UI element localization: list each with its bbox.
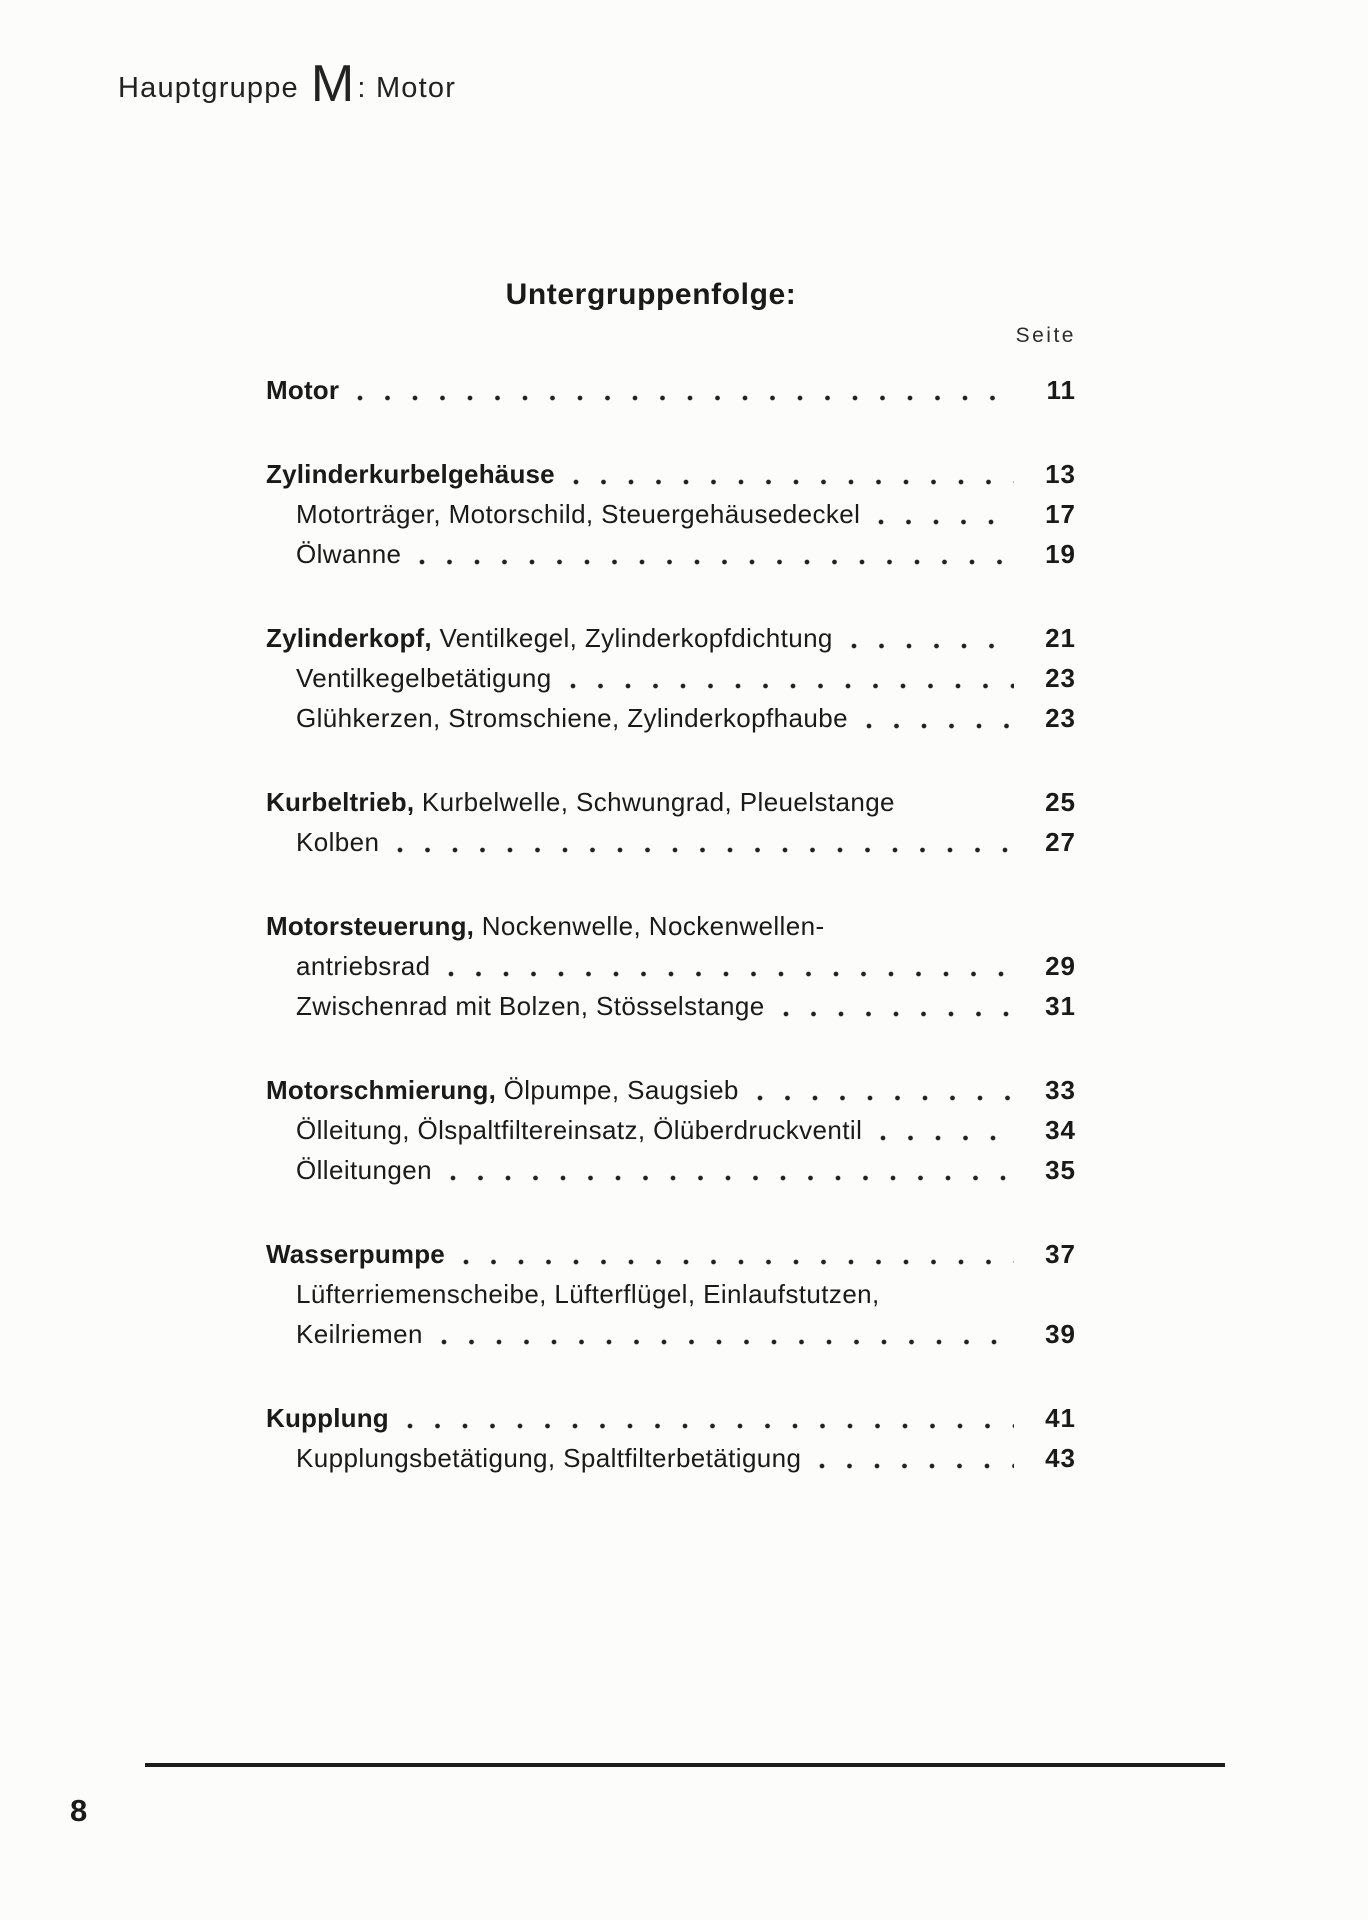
toc-entry-text: Ölpumpe, Saugsieb (496, 1075, 739, 1105)
group-letter: M (310, 55, 356, 113)
dot-leader (463, 1234, 1014, 1274)
toc-entry-text: Kolben (296, 827, 380, 857)
toc-entry-keyword: Kupplung (266, 1403, 389, 1433)
toc-page-number: 27 (1045, 827, 1076, 857)
toc-entry-keyword: Motor (266, 375, 340, 405)
toc-entry-text: Ölleitung, Ölspaltfiltereinsatz, Ölüberdruckventil (296, 1115, 863, 1145)
dot-leader (843, 906, 1014, 946)
toc-entry-title (296, 1314, 423, 1354)
footer-rule (145, 1763, 1225, 1767)
toc-entry-title (266, 782, 895, 822)
toc-entry-title (266, 1070, 739, 1110)
toc-group (266, 906, 1076, 1026)
toc-entry (266, 1314, 1076, 1354)
toc-entry-title (296, 494, 860, 534)
toc-entry-text: Zwischenrad mit Bolzen, Stösselstange (296, 991, 765, 1021)
toc-page-number: 17 (1045, 499, 1076, 529)
toc-entry-title (266, 1398, 389, 1438)
toc-entry (266, 1150, 1076, 1190)
toc-page-number: 33 (1045, 1075, 1076, 1105)
dot-leader (866, 698, 1014, 738)
running-head-title: Motor (375, 71, 457, 104)
toc-page-number: 13 (1045, 459, 1076, 489)
toc-entry (266, 658, 1076, 698)
toc-entry-title (296, 534, 401, 574)
dot-leader (441, 1314, 1014, 1354)
toc-page-number: 19 (1045, 539, 1076, 569)
toc-group (266, 618, 1076, 738)
toc-entry (266, 1398, 1076, 1438)
toc-page-number: 37 (1045, 1239, 1076, 1269)
toc-entry (266, 698, 1076, 738)
toc-page-number: 39 (1045, 1319, 1076, 1349)
toc-entry-text: Kupplungsbetätigung, Spaltfilterbetätigung (296, 1443, 802, 1473)
toc-entry (266, 1234, 1076, 1274)
toc-entry-text: Nockenwelle, Nockenwellen- (474, 911, 825, 941)
dot-leader (783, 986, 1014, 1026)
dot-leader (851, 618, 1014, 658)
toc-entry (266, 1274, 1076, 1314)
toc-entry-title (266, 1234, 445, 1274)
toc-page-number (1028, 1274, 1076, 1314)
toc-page-number: 43 (1045, 1443, 1076, 1473)
toc-entries (266, 370, 1076, 1478)
toc-entry (266, 1070, 1076, 1110)
dot-leader (880, 1110, 1014, 1150)
toc-entry-title (266, 618, 833, 658)
toc-entry-keyword: Motorsteuerung, (266, 911, 475, 941)
toc-entry (266, 454, 1076, 494)
toc-entry (266, 946, 1076, 986)
dot-leader (819, 1438, 1014, 1478)
page-column-label: Seite (1015, 324, 1076, 347)
toc-entry-keyword: Wasserpumpe (266, 1239, 445, 1269)
dot-leader (357, 370, 1014, 410)
toc-entry-keyword: Kurbeltrieb, (266, 787, 415, 817)
toc-entry-keyword: Zylinderkopf, (266, 623, 432, 653)
toc-page-number: 21 (1045, 623, 1076, 653)
toc-entry-text: Ventilkegelbetätigung (296, 663, 552, 693)
toc-entry (266, 370, 1076, 410)
dot-leader (913, 782, 1014, 822)
toc-entry-title (296, 1150, 432, 1190)
dot-leader (757, 1070, 1014, 1110)
toc-entry-title (266, 454, 555, 494)
toc-group (266, 454, 1076, 574)
toc-entry-text: Glühkerzen, Stromschiene, Zylinderkopfhaube (296, 703, 848, 733)
toc-entry (266, 906, 1076, 946)
toc-entry (266, 1438, 1076, 1478)
toc-entry-title (296, 1274, 880, 1314)
dot-leader (878, 494, 1014, 534)
table-of-contents (266, 278, 1076, 1478)
toc-entry-keyword: Zylinderkurbelgehäuse (266, 459, 555, 489)
toc-page-number: 23 (1045, 703, 1076, 733)
toc-entry-title (296, 986, 765, 1026)
toc-page-number: 34 (1045, 1115, 1076, 1145)
running-head-prefix: Hauptgruppe (118, 71, 299, 104)
toc-group (266, 1398, 1076, 1478)
running-head-separator: : (357, 71, 376, 104)
toc-page-number (1028, 906, 1076, 946)
toc-page-number: 11 (1046, 375, 1076, 405)
toc-entry-text: Kurbelwelle, Schwungrad, Pleuelstange (414, 787, 895, 817)
toc-entry (266, 822, 1076, 862)
toc-entry-keyword: Motorschmierung, (266, 1075, 496, 1105)
dot-leader (448, 946, 1014, 986)
toc-page-number: 35 (1045, 1155, 1076, 1185)
toc-entry-title (296, 698, 848, 738)
toc-heading: Untergruppenfolge: (505, 278, 797, 311)
toc-page-number: 23 (1045, 663, 1076, 693)
toc-entry-text: Ölleitungen (296, 1155, 432, 1185)
toc-entry (266, 534, 1076, 574)
toc-entry (266, 986, 1076, 1026)
toc-entry (266, 494, 1076, 534)
dot-leader (898, 1274, 1014, 1314)
toc-entry-text: Lüfterriemenscheibe, Lüfterflügel, Einlaufstutzen, (296, 1279, 880, 1309)
page-number: 8 (70, 1793, 88, 1828)
toc-entry-title (296, 946, 430, 986)
toc-group (266, 782, 1076, 862)
toc-entry-title (296, 1438, 801, 1478)
toc-group (266, 370, 1076, 410)
dot-leader (419, 534, 1014, 574)
toc-group (266, 1234, 1076, 1354)
dot-leader (570, 658, 1014, 698)
toc-entry-title (266, 370, 339, 410)
dot-leader (573, 454, 1014, 494)
toc-entry-title (296, 822, 379, 862)
toc-entry-text: Motorträger, Motorschild, Steuergehäusedeckel (296, 499, 861, 529)
toc-group (266, 1070, 1076, 1190)
dot-leader (407, 1398, 1014, 1438)
toc-page-number: 25 (1045, 787, 1076, 817)
toc-page-number: 29 (1045, 951, 1076, 981)
toc-entry-text: Keilriemen (296, 1319, 423, 1349)
toc-entry-text: Ventilkegel, Zylinderkopfdichtung (431, 623, 833, 653)
toc-entry (266, 1110, 1076, 1150)
toc-page-number: 41 (1045, 1403, 1076, 1433)
toc-entry (266, 782, 1076, 822)
toc-entry (266, 618, 1076, 658)
toc-entry-title (266, 906, 825, 946)
dot-leader (397, 822, 1014, 862)
running-head (118, 55, 457, 114)
toc-page-number: 31 (1045, 991, 1076, 1021)
toc-entry-text: Ölwanne (296, 539, 402, 569)
dot-leader (450, 1150, 1014, 1190)
toc-entry-title (296, 1110, 862, 1150)
toc-entry-title (296, 658, 552, 698)
toc-entry-text: antriebsrad (296, 951, 431, 981)
